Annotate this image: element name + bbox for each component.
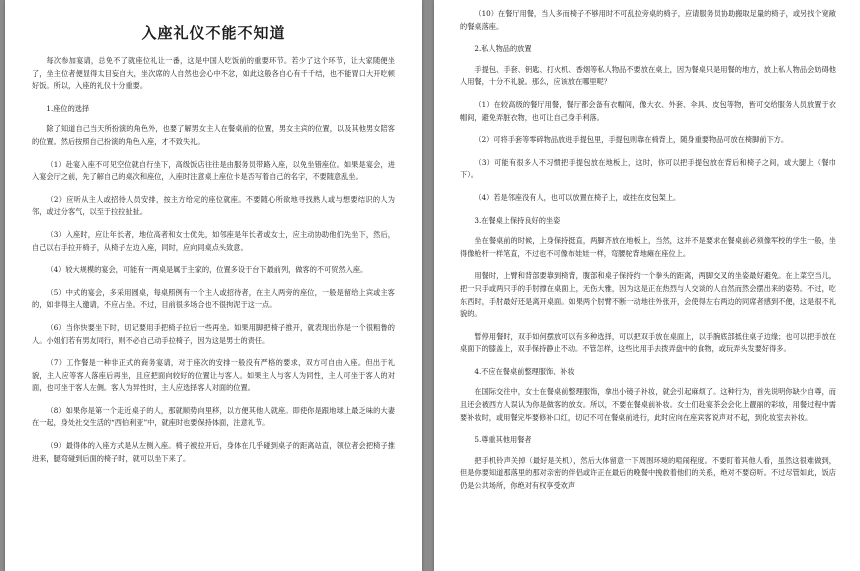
list-item-paragraph: （3）入座时，应让年长者，地位高者和女士优先，如邻座是年长者或女士，应主动协助他们先坐下，然后，自己以右手拉开椅子，从椅子左边入座，同时，应向同桌点头致意。 (32, 229, 395, 252)
document-page-right (434, 0, 860, 571)
list-item-paragraph: （10）在餐厅用餐，当人多而椅子不够用时不可乱拉旁桌的椅子，应请服务员协助搬取足量的椅子，或另找个宽敞的餐桌落座。 (460, 9, 836, 31)
intro-paragraph: 每次参加宴请，总免不了就座位礼让一番，这是中国人吃饭前的重要环节。若少了这个环节，让大家随便坐了，坐主位者便显得太目妄自大，坐次席的人自然也会心中不忿，如此这般各自心有千千结，也不能胃口大开吃顿好饭。所以，入座的礼仪十分重要。 (32, 56, 395, 91)
list-item-paragraph: （2）可将手套等零碎物品放进手提包里，手提包则靠在椅背上，随身重要物品可放在椅脚前下方。 (474, 135, 789, 145)
list-item-paragraph: （4）较大规模的宴会，可能有一两桌是属于主家的，位置多设于台下最前列，做客的不可贸然入座。 (46, 265, 368, 275)
list-item-paragraph: （2）应听从主人或招待人员安排，按主方给定的座位就座。不要随心所欲地寻找熟人或与想要结识的人为邻，或过分客气，以至于拉拉扯扯。 (32, 194, 395, 217)
list-item-paragraph: （3）可能有很多人不习惯把手提包放在地板上，这时，你可以把手提包放在背后和椅子之间，或大腿上（餐巾下）。 (460, 157, 836, 180)
list-item-paragraph: （9）最得体的入座方式是从左侧入座。椅子被拉开后，身体在几乎碰到桌子的距离站直，领位者会把椅子推进来，腿弯碰到后面的椅子时，就可以坐下来了。 (32, 441, 395, 463)
body-paragraph: 在国际交往中，女士在餐桌前整理服饰，拿出小镜子补妆，就会引起麻烦了。这种行为，首先说明你缺少自尊，而且还会被西方人误认为你是做客的放女。所以，不要在餐桌前补妆。女士们赴宴茶会会化上靓丽的彩妆，用餐过程中需要补妆时，或用餐完毕要修补口红，切记不可在餐桌前进行，此时应向在座宾客说声对不起，到化妆室去补妆。 (460, 387, 836, 422)
document-page-left (5, 0, 422, 571)
list-item-paragraph: （8）如果你是第一个走近桌子的人，那就顺势向里移，以方便其他人就座。即使你是跟地球上最乏味的大妻在一起，身处社交生活的“西伯利亚”中，就座时也要保持体面，注意礼节。 (32, 405, 395, 428)
list-item-paragraph: （4）若是邻座没有人，也可以放置在椅子上，或挂在皮包架上。 (474, 192, 681, 202)
body-paragraph: 把手机铃声关掉（最好是关机），然后大体留意一下周围环境的喧闹程度。不要盯着其他人看，虽然这很难做到，但是你要知道那落里的那对亲密的伴侣或许正在最后的晚餐中挽救着他们的关系，绝对不要窃听。不过尽管如此，饭店仍是公共场所，你绝对有权享受欢声 (460, 455, 836, 491)
body-paragraph: 坐在餐桌前的时候，上身保持挺直，两脚齐放在地板上，当然，这并不是要求在餐桌前必须像军校的学生一般，坐得像枪杆一样笔直，不过也不可像布娃娃一样，弯腰驼背地瘫在座位上。 (460, 236, 836, 258)
document-title: 入座礼仪不能不知道 (141, 24, 286, 42)
section-heading-respect-others: 5.尊重其他用餐者 (474, 435, 532, 445)
list-item-paragraph: （1）在较高级的餐厅用餐，餐厅都会备有衣帽间，像大衣、外套、伞具、皮包等物，皆可交给服务人员放置于衣帽间，避免弄脏衣物，也可让自己身手利落。 (460, 99, 836, 122)
list-item-paragraph: （1）赴宴入座不可见空位就自行坐下，高级饭店往往是由服务员带路入座，以免坐错座位。如果是宴会，进入宴会厅之前，先了解自己的桌次和座位，入座时注意桌上座位卡是否写着自己的名字，不要随意乱坐。 (32, 159, 395, 182)
section-heading-no-makeup: 4.不应在餐桌前整理服饰、补妆 (474, 366, 575, 376)
body-paragraph: 暂停用餐时，双手如何摆放可以有多种选择，可以把双手放在桌面上，以手腕底部抵住桌子边缘；也可以把手放在桌面下的膝盖上，双手保持静止不动。不管怎样，这些比用手去拨弄盘中的食物，或玩弄头发要好得多。 (460, 331, 836, 354)
body-paragraph: 手提包、手套、钥匙、打火机、香烟等私人物品不要放在桌上，因为餐桌只是用餐的地方，放上私人物品会妨碍他人用餐，十分不礼貌。那么，应该放在哪里呢？ (460, 64, 836, 87)
body-paragraph: 用餐时，上臂和背部要靠到椅背，腹部和桌子保持约一个拳头的距离，两脚交叉的坐姿最好避免。在上菜空当儿，把一只手或两只手的手肘撑在桌面上，无伤大雅，因为这是正在热烈与人交谈的人自然而然会摆出来的姿势。不过，吃东西时，手肘最好还是离开桌面。如果两个肘臂不断一动地往外张开，会使得左右两边的同席者感到不便，这是很不礼貌的。 (460, 271, 836, 319)
list-item-paragraph: （5）中式的宴会，多采用圆桌，每桌照例有一个主人或招待者，在主人两旁的座位，一般是留给上宾或主客的，如非得主人邀请，不应占坐。不过，目前很多场合也不很拘泥于这一点。 (32, 287, 395, 310)
list-item-paragraph: （7）工作餐是一种非正式的商务宴请，对于座次的安排一般没有严格的要求，双方可自由入座。但出于礼貌，主人应等客人落座后再坐，且应把面向较好的位置让与客人。如果主人与客人为同性，主人可坐于客人的对面，也可坐于客人左侧。客人为异性时，主人应选择客人对面的位置。 (32, 358, 395, 393)
list-item-paragraph: （6）当你快要坐下时，切记要用手把椅子拉后一些再坐。如果用脚把椅子推开，就表现出你是一个很粗鲁的人。小姐们若有男友同行，则不必自己动手拉椅子，因为这是男士的责任。 (32, 322, 395, 345)
body-paragraph: 除了知道自己当天所扮演的角色外，也要了解男女主人在餐桌前的位置，男女主宾的位置，以及其他男女陪客的位置。然后按照自己扮演的角色入座，才不致失礼。 (32, 124, 395, 146)
section-heading-personal-items: 2.私人物品的放置 (474, 44, 532, 54)
section-heading-seat-selection: 1.座位的选择 (46, 103, 90, 113)
section-heading-posture: 3.在餐桌上保持良好的坐姿 (474, 215, 561, 225)
